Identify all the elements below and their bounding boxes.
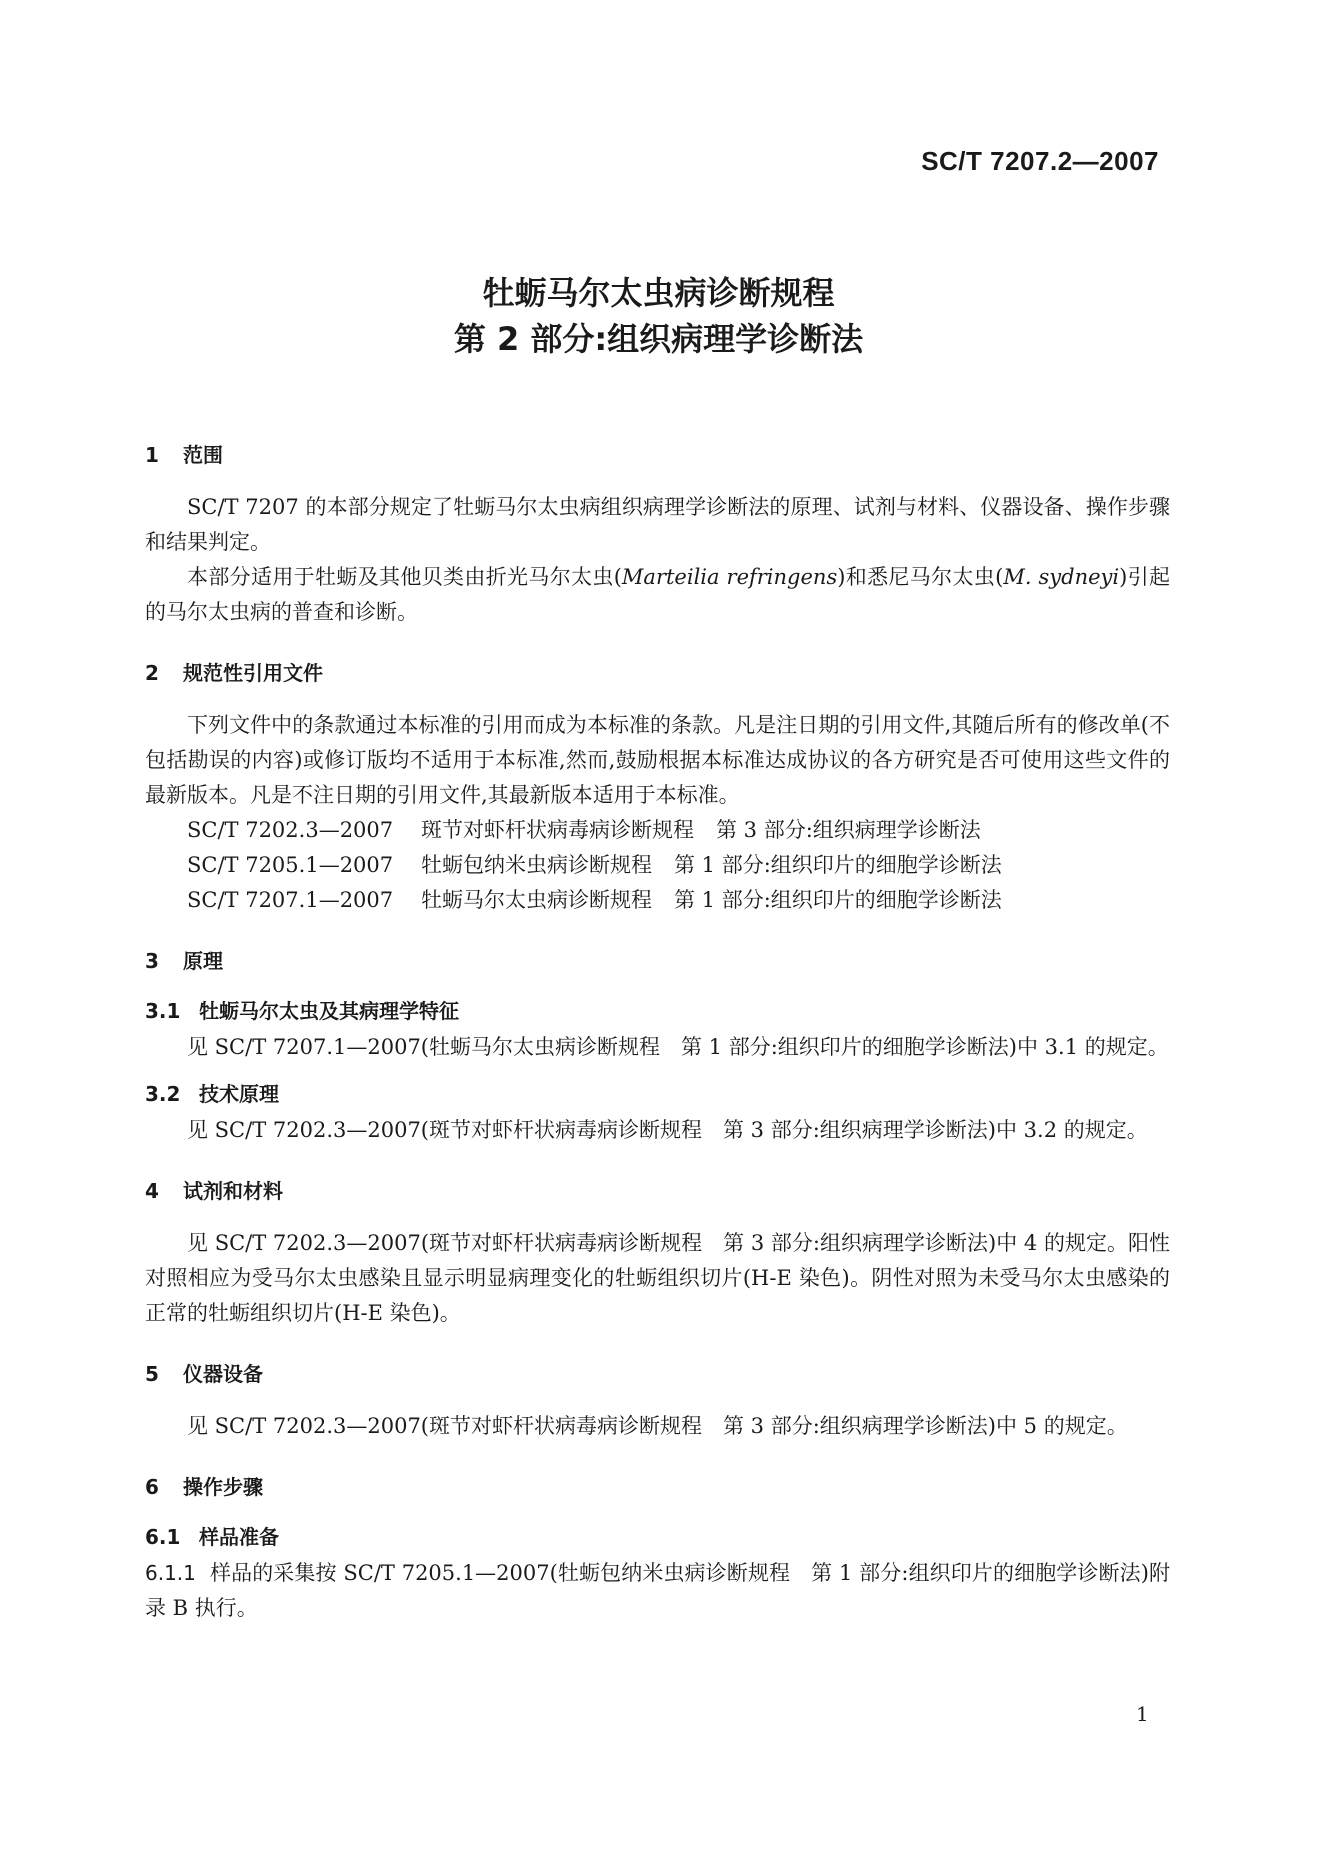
subsection-heading-3-2 — [145, 1079, 1170, 1109]
reference-code: SC/T 7205.1—2007 — [187, 853, 394, 877]
standard-code: SC/T 7207.2—2007 — [921, 146, 1159, 176]
clause-6-1-1 — [145, 1556, 1170, 1626]
section-number: 2 — [145, 661, 159, 685]
section-heading-normative-references — [145, 658, 1170, 688]
section-title: 原理 — [183, 949, 223, 973]
section-number: 3 — [145, 949, 159, 973]
scope-paragraph-2 — [145, 560, 1170, 630]
reference-part: 第 1 部分:组织印片的细胞学诊断法 — [674, 888, 1002, 912]
apparatus-paragraph: 见 SC/T 7202.3—2007(斑节对虾杆状病毒病诊断规程 第 3 部分:组织病理学诊断法)中 5 的规定。 — [187, 1414, 1128, 1438]
text-fragment: 本部分适用于牡蛎及其他贝类由折光马尔太虫( — [187, 565, 622, 589]
subsection-title: 技术原理 — [199, 1082, 279, 1106]
section-heading-reagents — [145, 1176, 1170, 1206]
species-name: M. sydneyi — [1003, 565, 1120, 589]
subsection-number: 6.1 — [145, 1525, 181, 1549]
document-body — [145, 440, 1170, 1626]
section-number: 1 — [145, 443, 159, 467]
section-number: 6 — [145, 1475, 159, 1499]
page-number: 1 — [1136, 1702, 1149, 1726]
text-fragment: )和悉尼马尔太虫( — [837, 565, 1004, 589]
subsection-heading-6-1 — [145, 1522, 1170, 1552]
subsection-text-3-2: 见 SC/T 7202.3—2007(斑节对虾杆状病毒病诊断规程 第 3 部分:组织病理学诊断法)中 3.2 的规定。 — [187, 1118, 1148, 1142]
subsection-text-3-1: 见 SC/T 7207.1—2007(牡蛎马尔太虫病诊断规程 第 1 部分:组织印片的细胞学诊断法)中 3.1 的规定。 — [187, 1035, 1169, 1059]
reference-item — [145, 813, 1170, 848]
section-title: 操作步骤 — [183, 1475, 263, 1499]
section-heading-procedure — [145, 1472, 1170, 1502]
section-number: 4 — [145, 1179, 159, 1203]
references-paragraph: 下列文件中的条款通过本标准的引用而成为本标准的条款。凡是注日期的引用文件,其随后所有的修改单(不包括勘误的内容)或修订版均不适用于本标准,然而,鼓励根据本标准达成协议的各方研究是否可使用这些文件的最新版本。凡是不注日期的引用文件,其最新版本适用于本标准。 — [145, 713, 1170, 807]
reagents-paragraph: 见 SC/T 7202.3—2007(斑节对虾杆状病毒病诊断规程 第 3 部分:组织病理学诊断法)中 4 的规定。阳性对照相应为受马尔太虫感染且显示明显病理变化的牡蛎组织切片(H-E 染色)。阴性对照为未受马尔太虫感染的正常的牡蛎组织切片(H-E 染色)。 — [145, 1231, 1170, 1325]
reference-part: 第 1 部分:组织印片的细胞学诊断法 — [674, 853, 1002, 877]
section-title: 规范性引用文件 — [183, 661, 323, 685]
subsection-title: 牡蛎马尔太虫及其病理学特征 — [199, 999, 459, 1023]
section-heading-principle — [145, 946, 1170, 976]
reference-name: 牡蛎马尔太虫病诊断规程 — [421, 888, 652, 912]
scope-paragraph-1: SC/T 7207 的本部分规定了牡蛎马尔太虫病组织病理学诊断法的原理、试剂与材料、仪器设备、操作步骤和结果判定。 — [145, 495, 1170, 554]
subsection-heading-3-1 — [145, 996, 1170, 1026]
subsection-number: 3.2 — [145, 1082, 181, 1106]
reference-name: 牡蛎包纳米虫病诊断规程 — [421, 853, 652, 877]
reference-part: 第 3 部分:组织病理学诊断法 — [716, 818, 981, 842]
reference-item — [145, 848, 1170, 883]
section-heading-apparatus — [145, 1359, 1170, 1389]
document-title: 牡蛎马尔太虫病诊断规程 — [482, 274, 835, 312]
species-name: Marteilia refringens — [621, 565, 838, 589]
section-heading-scope — [145, 440, 1170, 470]
subsection-title: 样品准备 — [199, 1525, 279, 1549]
document-subtitle: 第 2 部分:组织病理学诊断法 — [453, 320, 864, 358]
reference-code: SC/T 7207.1—2007 — [187, 888, 394, 912]
reference-code: SC/T 7202.3—2007 — [187, 818, 394, 842]
clause-text: 样品的采集按 SC/T 7205.1—2007(牡蛎包纳米虫病诊断规程 第 1 部分:组织印片的细胞学诊断法)附录 B 执行。 — [145, 1561, 1170, 1620]
text-fragment: )引起的马尔太虫病的普查和诊断。 — [145, 565, 1170, 624]
section-title: 仪器设备 — [183, 1362, 263, 1386]
reference-name: 斑节对虾杆状病毒病诊断规程 — [421, 818, 694, 842]
subsection-number: 3.1 — [145, 999, 181, 1023]
reference-item — [145, 883, 1170, 918]
section-title: 试剂和材料 — [183, 1179, 283, 1203]
section-number: 5 — [145, 1362, 159, 1386]
clause-number: 6.1.1 — [145, 1561, 196, 1585]
section-title: 范围 — [183, 443, 223, 467]
